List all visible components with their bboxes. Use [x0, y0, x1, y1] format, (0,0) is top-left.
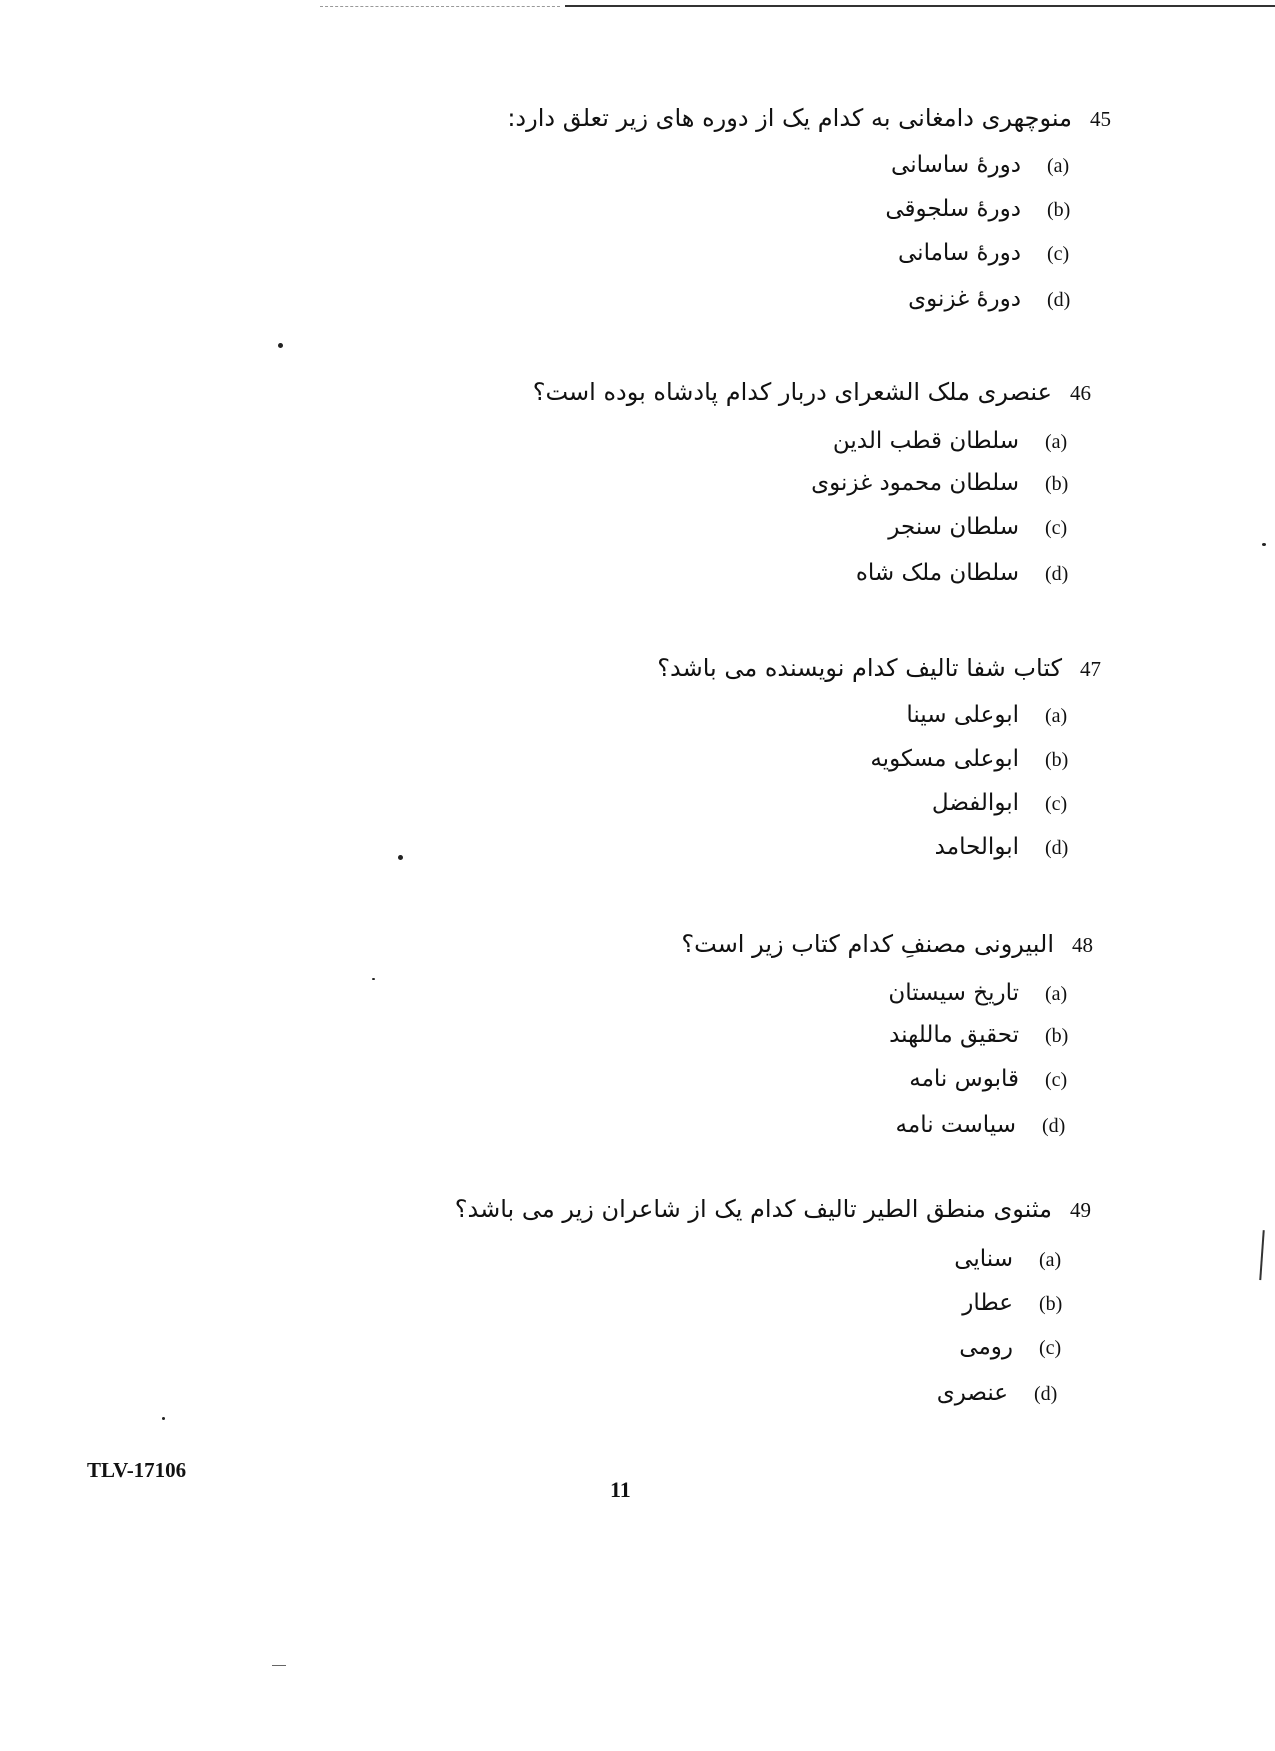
- option-label: (d): [1047, 289, 1071, 311]
- option-c: [932, 790, 1083, 816]
- option-text: سلطان ملک شاه: [855, 560, 1019, 586]
- question-line: [657, 654, 1120, 682]
- option-b: [885, 196, 1085, 222]
- question-number: 45: [1090, 107, 1111, 131]
- option-label: (a): [1045, 431, 1068, 453]
- question-line: [455, 1195, 1110, 1223]
- question-text: عنصری ملک الشعرای دربار کدام پادشاه بوده است؟: [532, 378, 1052, 406]
- scan-speck: [278, 343, 283, 348]
- question-line: [681, 930, 1112, 958]
- option-text: دورهٔ غزنوی: [908, 286, 1021, 312]
- option-label: (d): [1034, 1383, 1058, 1405]
- option-a: [906, 702, 1083, 728]
- option-text: عطار: [962, 1290, 1013, 1316]
- option-label: (c): [1047, 243, 1070, 265]
- scan-speck: [162, 1417, 165, 1420]
- option-label: (b): [1045, 749, 1069, 771]
- option-label: (c): [1045, 793, 1068, 815]
- option-text: سیاست نامه: [895, 1112, 1016, 1138]
- option-d: [935, 834, 1083, 860]
- option-text: دورهٔ سلجوقی: [885, 196, 1021, 222]
- option-text: سلطان سنجر: [888, 514, 1019, 540]
- option-label: (b): [1045, 1025, 1069, 1047]
- option-d: [856, 560, 1083, 586]
- option-b: [962, 1290, 1077, 1316]
- option-b: [889, 1022, 1083, 1048]
- option-label: (a): [1045, 705, 1068, 727]
- question-line: [507, 104, 1130, 132]
- option-label: (a): [1047, 155, 1070, 177]
- question-text: کتاب شفا تالیف کدام نویسنده می باشد؟: [657, 654, 1062, 682]
- option-text: ابوالحامد: [934, 834, 1019, 860]
- scan-speck: [1262, 543, 1266, 546]
- option-text: سنایی: [954, 1246, 1013, 1272]
- page-number: 11: [610, 1477, 631, 1502]
- question-text: البیرونی مصنفِ کدام کتاب زیر است؟: [681, 930, 1054, 958]
- option-c: [959, 1334, 1077, 1360]
- document-code: TLV-17106: [87, 1458, 187, 1482]
- option-label: (b): [1045, 473, 1069, 495]
- top-rule: [565, 5, 1275, 7]
- option-a: [888, 980, 1083, 1006]
- option-c: [909, 1066, 1083, 1092]
- option-text: رومی: [959, 1334, 1013, 1360]
- option-label: (a): [1039, 1249, 1062, 1271]
- question-text: منوچهری دامغانی به کدام یک از دوره های زیر تعلق دارد:: [507, 104, 1072, 132]
- option-label: (c): [1045, 517, 1068, 539]
- option-text: ابوعلی مسکویه: [870, 746, 1019, 772]
- scan-speck: [398, 855, 403, 860]
- option-text: تحقیق ماللهند: [889, 1022, 1019, 1048]
- option-b: [870, 746, 1083, 772]
- question-text: مثنوی منطق الطیر تالیف کدام یک از شاعران زیر می باشد؟: [454, 1195, 1052, 1223]
- option-b: [811, 470, 1083, 496]
- option-a: [891, 152, 1085, 178]
- option-text: دورهٔ سامانی: [898, 240, 1021, 266]
- option-label: (d): [1045, 563, 1069, 585]
- option-c: [898, 240, 1085, 266]
- option-text: سلطان محمود غزنوی: [811, 470, 1019, 496]
- option-label: (c): [1039, 1337, 1062, 1359]
- question-number: 46: [1070, 381, 1091, 405]
- question-number: 48: [1072, 933, 1093, 957]
- question-number: 47: [1080, 657, 1101, 681]
- option-d: [937, 1380, 1072, 1406]
- scan-dash: [272, 1665, 286, 1666]
- option-a: [954, 1246, 1077, 1272]
- option-text: سلطان قطب الدین: [832, 428, 1019, 454]
- option-label: (c): [1045, 1069, 1068, 1091]
- option-text: عنصری: [936, 1380, 1008, 1406]
- question-number: 49: [1070, 1198, 1091, 1222]
- option-d: [896, 1112, 1080, 1138]
- option-text: تاریخ سیستان: [888, 980, 1019, 1006]
- option-label: (a): [1045, 983, 1068, 1005]
- option-label: (d): [1042, 1115, 1066, 1137]
- option-d: [908, 286, 1085, 312]
- option-label: (d): [1045, 837, 1069, 859]
- option-text: دورهٔ ساسانی: [891, 152, 1021, 178]
- option-label: (b): [1047, 199, 1071, 221]
- scan-bracket-mark: [1256, 1230, 1264, 1280]
- option-text: ابوعلی سینا: [906, 702, 1019, 728]
- top-rule-faint: [320, 6, 560, 8]
- option-text: ابوالفضل: [931, 790, 1019, 816]
- scan-speck: [372, 978, 375, 980]
- option-text: قابوس نامه: [909, 1066, 1019, 1092]
- question-line: [533, 378, 1110, 406]
- option-label: (b): [1039, 1293, 1063, 1315]
- option-a: [833, 428, 1083, 454]
- option-c: [888, 514, 1083, 540]
